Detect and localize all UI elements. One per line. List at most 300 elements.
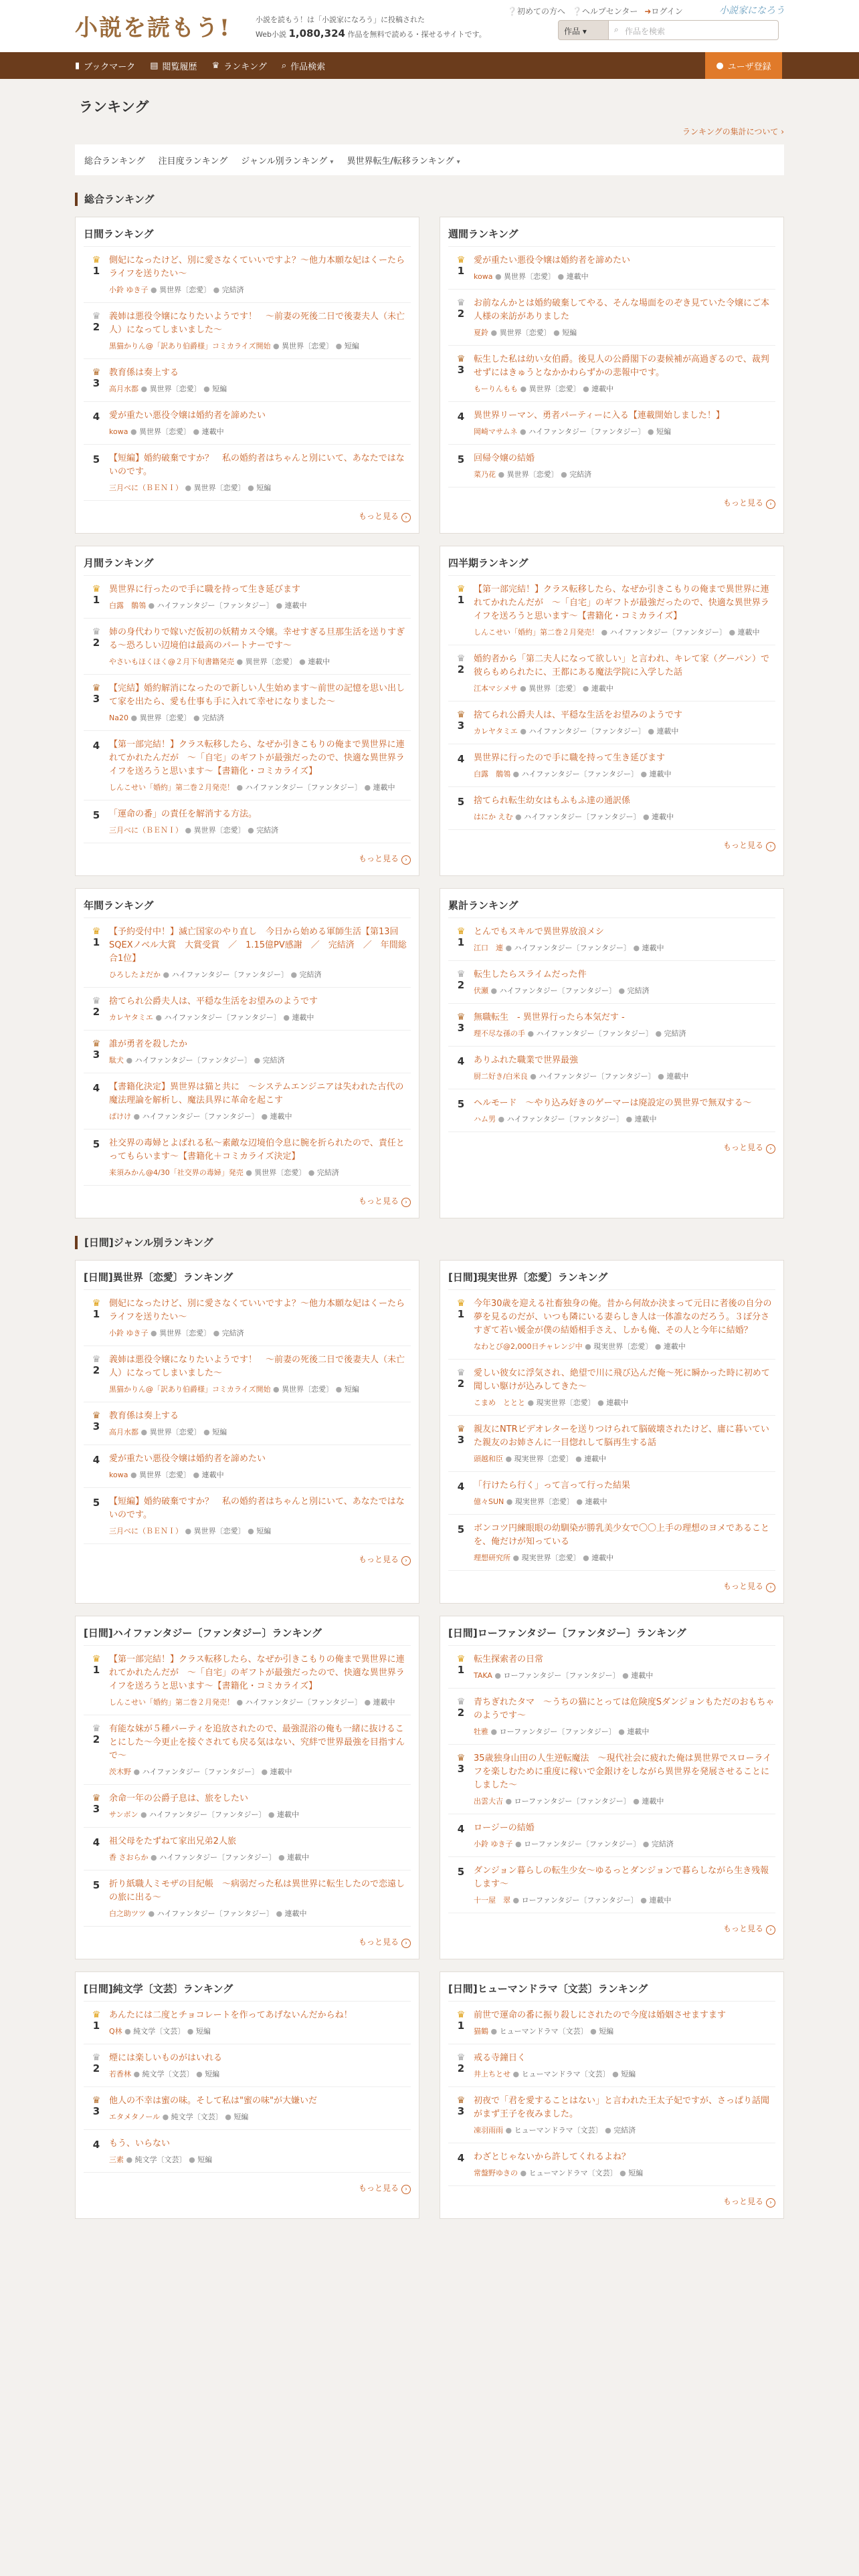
separator-dot: ● — [258, 1112, 270, 1121]
author-link[interactable]: 億々SUN — [474, 1497, 504, 1506]
novel-title-link[interactable]: 「運命の番」の責任を解消する方法。 — [109, 809, 258, 819]
author-link[interactable]: kowa — [109, 1471, 128, 1479]
author-link[interactable]: 伏瀬 — [474, 986, 488, 995]
genre-link[interactable]: ローファンタジー〔ファンタジー〕 — [521, 1896, 638, 1905]
author-link[interactable]: kowa — [109, 427, 128, 436]
genre-link[interactable]: 現実世界〔恋愛〕 — [514, 1455, 573, 1463]
novel-title-link[interactable]: 愛が重たい悪役令嬢は婚約者を諦めたい — [474, 255, 631, 265]
more-link-wrap — [84, 1186, 411, 1218]
novel-title-link[interactable]: 煙には楽しいものがはいれる — [109, 2053, 223, 2063]
crown-icon: ♛ — [456, 1424, 466, 1434]
author-link[interactable]: 来須みかん@4/30「社交界の毒婦」発売 — [109, 1168, 244, 1177]
rank-value: 1 — [457, 265, 465, 277]
more-link[interactable] — [723, 498, 775, 508]
genre-link[interactable]: 異世界〔恋愛〕 — [254, 1168, 306, 1177]
separator-dot: ● — [270, 342, 282, 350]
ranking-item — [448, 2002, 775, 2044]
genre-link[interactable]: ハイファンタジー〔ファンタジー〕 — [539, 1072, 656, 1081]
author-link[interactable]: ひろしたよだか — [109, 970, 161, 979]
author-link[interactable]: 頭越和臣 — [474, 1455, 503, 1463]
novel-title-link[interactable]: 【短編】婚約破棄ですか？ 私の婚約者はちゃんと別にいて、あなたではないのです。 — [109, 453, 405, 477]
genre-link[interactable]: ヒューマンドラマ〔文芸〕 — [499, 2027, 588, 2036]
nav-search[interactable] — [282, 60, 325, 72]
ranking-card — [75, 1260, 419, 1604]
author-link[interactable]: しんこせい「婚約」第二巻２月発売！ — [109, 783, 234, 792]
genre-link[interactable]: 異世界〔恋愛〕 — [529, 385, 581, 393]
more-link[interactable] — [359, 1196, 411, 1206]
author-link[interactable]: エタメタノール — [109, 2113, 161, 2121]
site-header — [0, 0, 859, 52]
novel-title-link[interactable]: 誰が勇者を殺したか — [109, 1039, 188, 1049]
author-link[interactable]: 江口 連 — [474, 944, 503, 952]
novel-title-link[interactable]: 35歳独身山田の人生逆転魔法 〜現代社会に疲れた俺は異世界でスローライフを楽しむために重度に稼いで金銀けをしながら異世界を発展させることにしました〜 — [474, 1753, 772, 1790]
rank-number — [84, 452, 109, 494]
item-body — [474, 1752, 775, 1807]
separator-dot: ● — [580, 385, 592, 393]
genre-link[interactable]: 異世界〔恋愛〕 — [159, 1329, 211, 1337]
separator-dot: ● — [185, 2027, 196, 2036]
author-link[interactable]: サンボン — [109, 1810, 138, 1819]
genre-link[interactable]: ハイファンタジー〔ファンタジー〕 — [134, 1056, 252, 1065]
author-link[interactable]: 十一屋 翠 — [474, 1896, 510, 1905]
item-body — [109, 366, 411, 395]
novel-title-link[interactable]: 親友にNTRビデオレターを送りつけられて脳破壊されたけど、庸に暮いていた親友のお姉さんに一目惚れして脳再生する話 — [474, 1424, 769, 1448]
rank-value: 3 — [457, 720, 465, 732]
author-link[interactable]: 井上ちとせ — [474, 2070, 510, 2078]
author-link[interactable]: はにか えむ — [474, 813, 513, 821]
novel-meta — [474, 1398, 775, 1408]
more-link[interactable] — [723, 1582, 775, 1591]
genre-link[interactable]: ハイファンタジー〔ファンタジー〕 — [499, 986, 616, 995]
genre-link[interactable]: 異世界〔恋愛〕 — [282, 342, 334, 350]
item-body — [109, 1354, 411, 1395]
novel-title-link[interactable]: 愛しい彼女に浮気され、絶望で川に飛び込んだ俺〜死に瞬かった時に初めて聞しい駆けが込みしてきた〜 — [474, 1368, 770, 1392]
site-logo[interactable]: 小説を読もう! — [75, 15, 231, 41]
genre-link[interactable]: ハイファンタジー〔ファンタジー〕 — [142, 1767, 259, 1776]
item-body — [474, 297, 775, 338]
novel-title-link[interactable]: 側妃になったけど、別に愛さなくていいですよ？～他力本願な妃はくーたらライフを送りたい～ — [109, 1299, 405, 1322]
separator-dot: ● — [128, 1471, 140, 1479]
tagline-web: Web小説 — [256, 30, 286, 39]
novel-title-link[interactable]: 有能な妹が５種パーティを追放されたので、最強混浴の俺も一緒に抜けることにした〜今更止を接ぐされても戻る気はない、究絆で世界最強を目指すんで〜 — [109, 1724, 405, 1761]
nav-bookmark[interactable] — [75, 60, 135, 72]
author-link[interactable]: Q林 — [109, 2027, 122, 2036]
ranking-item — [448, 247, 775, 290]
novel-title-link[interactable]: 戒る寺鐘日く — [474, 2053, 527, 2063]
more-link[interactable] — [359, 854, 411, 863]
novel-title-link[interactable]: 姉の身代わりで嫁いだ仮初の妖精カス令嬢。幸せすぎる旦那生活を送りすぎる〜恐ろしい辺境伯は最高のパートナーです〜 — [109, 627, 405, 651]
author-link[interactable]: 出雲大吉 — [474, 1797, 503, 1806]
genre-link[interactable]: 現実世界〔恋愛〕 — [536, 1398, 595, 1407]
genre-link[interactable]: 異世界〔恋愛〕 — [139, 1471, 191, 1479]
genre-link[interactable]: 異世界〔恋愛〕 — [193, 826, 246, 835]
separator-dot: ● — [619, 1671, 632, 1680]
author-link[interactable]: 牡雅 — [474, 1727, 488, 1736]
tab-isekai[interactable] — [347, 154, 460, 167]
novel-title-link[interactable]: 異世界に行ったので手に職を持って生き延びます — [109, 584, 301, 595]
novel-title-link[interactable]: 他人の不幸は蜜の味。そして私は"蜜の味"が大嫌いだ — [109, 2096, 317, 2106]
author-link[interactable]: 高月水都 — [109, 385, 138, 393]
rank-number — [448, 353, 474, 395]
rank-value: 1 — [92, 265, 100, 277]
rank-value: 2 — [457, 2062, 465, 2074]
status-label: 短編 — [344, 342, 359, 350]
author-link[interactable]: 三月べに（ＢＥＮＩ） — [109, 826, 183, 835]
rank-number — [448, 968, 474, 996]
genre-link[interactable]: ハイファンタジー〔ファンタジー〕 — [142, 1112, 259, 1121]
rank-number — [84, 1410, 109, 1438]
separator-dot: ● — [201, 385, 213, 393]
author-link[interactable]: kowa — [474, 272, 493, 281]
tab-genre-label: ジャンル別ランキング — [241, 156, 328, 167]
register-button[interactable] — [705, 52, 782, 79]
crown-icon: ♛ — [92, 1410, 101, 1421]
novel-title-link[interactable]: 捨てられ転生幼女はもふもふ達の通訳係 — [474, 796, 631, 806]
rank-value: 5 — [457, 1098, 465, 1110]
genre-link[interactable]: ヒューマンドラマ〔文芸〕 — [514, 2126, 603, 2135]
novel-title-link[interactable]: 転生探索者の日常 — [474, 1654, 544, 1665]
author-link[interactable]: もーりんもも — [474, 385, 518, 393]
rank-number — [84, 626, 109, 667]
author-link[interactable]: しんこせい「婚約」第二巻２月発売！ — [109, 1698, 234, 1707]
search-input[interactable] — [609, 20, 779, 40]
novel-title-link[interactable]: 【第一部完結！】クラス転移したら、なぜか引きこもりの俺まで異世界に連れてかれたんだが ～「自宅」のギフトが最強だったので、快適な異世界ライフを送ろうと思います～【書籍化・コミカライズ】 — [474, 584, 769, 621]
author-link[interactable]: 小鈴 ゆき子 — [474, 1840, 513, 1848]
genre-link[interactable]: 現実世界〔恋愛〕 — [514, 1497, 574, 1506]
ranking-card — [75, 546, 419, 876]
separator-dot: ● — [510, 770, 522, 778]
genre-link[interactable]: ヒューマンドラマ〔文芸〕 — [529, 2169, 617, 2177]
novel-title-link[interactable]: 【書籍化決定】異世界は猫と共に ～システムエンジニアは失われた古代の魔法理論を解析し、魔法具界に革命を起こす — [109, 1082, 404, 1105]
novel-meta — [474, 986, 775, 996]
ranking-item — [448, 1814, 775, 1857]
novel-title-link[interactable]: 折り紙職人ミモザの目紀帳 〜病弱だった私は異世界に転生したので恋遠しの旅に出る〜 — [109, 1879, 405, 1903]
genre-link[interactable]: 異世界〔恋愛〕 — [529, 684, 581, 693]
separator-dot: ● — [573, 1455, 585, 1463]
novel-title-link[interactable]: 転生した私は幼い女伯爵。後見人の公爵閣下の妻候補が高過ぎるので、裁判せずにはきゅうとなかかわらずかの悲報中です。 — [474, 354, 769, 378]
nav-ranking[interactable] — [212, 60, 267, 72]
rank-number — [448, 926, 474, 954]
author-link[interactable]: 三月べに（ＢＥＮＩ） — [109, 1527, 183, 1535]
genre-link[interactable]: ハイファンタジー〔ファンタジー〕 — [245, 1698, 362, 1707]
more-label: もっと見る — [723, 498, 763, 508]
genre-link[interactable]: 純文学〔文芸〕 — [133, 2027, 185, 2036]
author-link[interactable]: 黒猫かりん@「訳あり伯爵様」コミカライズ開始 — [109, 1385, 271, 1394]
novel-title-link[interactable]: 愛が重たい悪役令嬢は婚約者を諦めたい — [109, 411, 266, 421]
genre-link[interactable]: 異世界〔恋愛〕 — [149, 385, 201, 393]
novel-title-link[interactable]: あんたには二度とチョコレートを作ってあげないんだからね！ — [109, 2010, 353, 2020]
novel-title-link[interactable]: 無職転生 - 異世界行ったら本気だす - — [474, 1012, 625, 1023]
rank-number — [448, 2095, 474, 2136]
novel-meta — [109, 384, 411, 395]
novel-title-link[interactable]: 転生したらスライムだった件 — [474, 970, 587, 980]
author-link[interactable]: 駄犬 — [109, 1056, 124, 1065]
genre-link[interactable]: ハイファンタジー〔ファンタジー〕 — [159, 1853, 276, 1862]
item-body — [474, 1297, 775, 1352]
genre-link[interactable]: ローファンタジー〔ファンタジー〕 — [514, 1797, 631, 1806]
ranking-item — [84, 1488, 411, 1544]
author-link[interactable]: 夏鈴 — [474, 328, 488, 337]
novel-meta — [474, 1796, 775, 1807]
separator-dot: ● — [573, 1497, 585, 1506]
genre-link[interactable]: ハイファンタジー〔ファンタジー〕 — [245, 783, 362, 792]
author-link[interactable]: ぱけけ — [109, 1112, 131, 1121]
separator-dot: ● — [211, 286, 222, 294]
more-link[interactable] — [723, 1924, 775, 1933]
separator-dot: ● — [525, 1398, 537, 1407]
author-link[interactable]: 凍羽雨雨 — [474, 2126, 503, 2135]
genre-link[interactable]: 異世界〔恋愛〕 — [193, 484, 246, 492]
novel-title-link[interactable]: 【第一部完結！】クラス転移したら、なぜか引きこもりの俺まで異世界に連れてかれたんだが ～「自宅」のギフトが最強だったので、快適な異世界ライフを送ろうと思います～【書籍化・コミカライズ】 — [109, 1654, 405, 1691]
author-link[interactable]: 小鈴 ゆき子 — [109, 1329, 149, 1337]
status-label: 連載中 — [591, 684, 613, 693]
crown-icon: ♛ — [456, 926, 466, 937]
nav-history[interactable] — [150, 60, 197, 72]
rank-number — [448, 452, 474, 480]
genre-link[interactable]: 異世界〔恋愛〕 — [139, 427, 191, 436]
tab-genre[interactable] — [241, 154, 333, 167]
novel-title-link[interactable]: 婚約者から「第二夫人になって欲しい」と言われ、キレて家（グーパン）で彼らもめられたに、王都にある魔法学院に入学した話 — [474, 654, 770, 677]
author-link[interactable]: 小鈴 ゆき子 — [109, 286, 149, 294]
novel-title-link[interactable]: ダンジョン暮らしの転生少女〜ゆるっとダンジョンで暮らしながら生き残報します〜 — [474, 1866, 769, 1889]
author-link[interactable]: TAKA — [474, 1671, 492, 1680]
genre-link[interactable]: 異世界〔恋愛〕 — [193, 1527, 246, 1535]
genre-link[interactable]: 異世界〔恋愛〕 — [282, 1385, 334, 1394]
genre-link[interactable]: ハイファンタジー〔ファンタジー〕 — [506, 1115, 624, 1123]
status-label: 完結済 — [627, 986, 650, 995]
novel-title-link[interactable]: 捨てられ公爵夫人は、平穏な生活をお望みのようです — [474, 710, 683, 720]
author-link[interactable]: 理不尽な孫の手 — [474, 1029, 525, 1038]
novel-title-link[interactable]: 前世で運命の番に振り殺しにされたので今度は婚姻させますます — [474, 2010, 727, 2020]
crown-icon: ♛ — [92, 683, 101, 693]
novel-title-link[interactable]: 愛が重たい悪役令嬢は婚約者を諦めたい — [109, 1454, 266, 1464]
more-link[interactable] — [723, 1143, 775, 1152]
genre-link[interactable]: ローファンタジー〔ファンタジー〕 — [499, 1727, 616, 1736]
novel-title-link[interactable]: 義姉は悪役令嬢になりたいようです！ ～前妻の死後二日で後妻夫人（未亡人）になってしまいました～ — [109, 1355, 405, 1378]
novel-meta — [109, 657, 411, 667]
author-link[interactable]: 常盤野ゆきの — [474, 2169, 518, 2177]
help-center-link[interactable]: ヘルプセンター — [581, 7, 638, 16]
novel-meta — [109, 427, 411, 437]
narou-logo[interactable]: 小説家になろう — [719, 5, 785, 16]
novel-title-link[interactable]: 側妃になったけど、別に愛さなくていいですよ？～他力本願な妃はくーたらライフを送りたい～ — [109, 255, 405, 279]
genre-link[interactable]: 異世界〔恋愛〕 — [139, 714, 191, 722]
author-link[interactable]: しんこせい「婚約」第二巻２月発売！ — [474, 628, 599, 637]
author-link[interactable]: やさいもほくほく@２月下旬書籍発売 — [109, 657, 234, 666]
crown-icon: ♛ — [92, 1654, 101, 1665]
genre-link[interactable]: ハイファンタジー〔ファンタジー〕 — [524, 813, 641, 821]
genre-link[interactable]: ローファンタジー〔ファンタジー〕 — [524, 1840, 641, 1848]
rank-value: 3 — [457, 1434, 465, 1446]
novel-title-link[interactable]: お前なんかとは婚約破棄してやる、そんな場面をのぞき見ていた令嬢にご本人様の来訪がありました — [474, 298, 770, 322]
novel-title-link[interactable]: 異世界リーマン、勇者パーティーに入る【連載開始しました！】 — [474, 411, 725, 421]
tab-attention[interactable]: 注目度ランキング — [158, 156, 228, 167]
novel-title-link[interactable]: ヘルモード ～やり込み好きのゲーマーは廃設定の異世界で無双する～ — [474, 1098, 752, 1108]
more-link[interactable] — [359, 512, 411, 521]
item-body — [474, 1479, 775, 1507]
novel-title-link[interactable]: 【完結】婚約解消になったので新しい人生始めます〜前世の記憶を思い出して家を出たら、愛も仕事も手に入れて幸せになりました〜 — [109, 683, 405, 707]
author-link[interactable]: 猫鶴 — [474, 2027, 488, 2036]
ranking-item — [448, 1290, 775, 1360]
separator-dot: ● — [131, 1767, 142, 1776]
separator-dot: ● — [128, 427, 140, 436]
author-link[interactable]: カレヤタミエ — [474, 727, 518, 736]
author-link[interactable]: ハム男 — [474, 1115, 496, 1123]
novel-title-link[interactable]: 異世界に行ったので手に職を持って生き延びます — [474, 753, 666, 763]
genre-link[interactable]: 現実世界〔恋愛〕 — [521, 1553, 581, 1562]
genre-link[interactable]: 現実世界〔恋愛〕 — [593, 1342, 653, 1351]
novel-title-link[interactable]: もう、いらない — [109, 2139, 171, 2149]
ranking-item — [448, 1004, 775, 1047]
genre-link[interactable]: 異世界〔恋愛〕 — [506, 470, 559, 479]
novel-meta — [474, 1029, 775, 1039]
author-link[interactable]: 高月水都 — [109, 1428, 138, 1436]
novel-title-link[interactable]: 教育係は奏上する — [109, 1411, 179, 1421]
genre-link[interactable]: ローファンタジー〔ファンタジー〕 — [503, 1671, 620, 1680]
author-link[interactable]: 岡崎マサムネ — [474, 427, 518, 436]
novel-meta — [109, 1909, 411, 1919]
genre-link[interactable]: ハイファンタジー〔ファンタジー〕 — [529, 427, 646, 436]
genre-link[interactable]: 純文学〔文芸〕 — [142, 2070, 194, 2078]
more-label: もっと見る — [723, 1143, 763, 1152]
genre-link[interactable]: 純文学〔文芸〕 — [134, 2155, 187, 2164]
ranking-item — [448, 346, 775, 402]
novel-title-link[interactable]: 社交界の毒婦とよばれる私〜素敵な辺境伯令息に腕を折られたので、責任とってもらいます〜【書籍化＋コミカライズ決定】 — [109, 1138, 405, 1162]
separator-dot: ● — [726, 628, 738, 637]
separator-dot: ● — [124, 2155, 135, 2164]
novel-meta — [109, 1012, 411, 1023]
author-link[interactable]: 三素 — [109, 2155, 124, 2164]
more-link-wrap — [84, 1544, 411, 1576]
more-link[interactable] — [723, 841, 775, 850]
genre-link[interactable]: 異世界〔恋愛〕 — [159, 286, 211, 294]
status-label: 連載中 — [566, 272, 589, 281]
novel-meta — [109, 970, 411, 980]
rank-value: 3 — [92, 1420, 100, 1432]
rank-value: 5 — [457, 453, 465, 465]
search-category-select[interactable] — [558, 20, 609, 40]
item-body — [474, 2052, 775, 2080]
author-link[interactable]: 菜乃花 — [474, 470, 496, 479]
genre-link[interactable]: 異世界〔恋愛〕 — [499, 328, 551, 337]
more-link[interactable] — [723, 2197, 775, 2206]
novel-title-link[interactable]: 【予約受付中！】滅亡国家のやり直し 今日から始める軍師生活【第13回SQEXノベル大賞 大賞受賞 ／ 1.15億PV感謝 ／ 完結済 ／ 年間総合1位】 — [109, 927, 407, 964]
novel-title-link[interactable]: 【第一部完結！】クラス転移したら、なぜか引きこもりの俺まで異世界に連れてかれたんだが ～「自宅」のギフトが最強だったので、快適な異世界ライフを送ろうと思います～【書籍化・コミカライズ】 — [109, 740, 405, 776]
novel-title-link[interactable]: 回帰令嬢の結婚 — [474, 453, 535, 463]
author-link[interactable]: 白露 鶺鴒 — [474, 770, 510, 778]
ranking-grid — [75, 217, 784, 1218]
item-body — [109, 682, 411, 724]
author-link[interactable]: 香 さおらか — [109, 1853, 149, 1862]
author-link[interactable]: なわとび@2,000日チャレンジ中 — [474, 1342, 583, 1351]
more-label: もっと見る — [723, 841, 763, 850]
genre-link[interactable]: ハイファンタジー〔ファンタジー〕 — [529, 727, 646, 736]
novel-title-link[interactable]: 義姉は悪役令嬢になりたいようです！ ～前妻の死後二日で後妻夫人（未亡人）になってしまいました～ — [109, 312, 405, 335]
novel-title-link[interactable]: わざとじゃないから許してくれるよね？ — [474, 2152, 631, 2162]
novel-title-link[interactable]: とんでもスキルで異世界放浪メシ — [474, 927, 604, 937]
genre-link[interactable]: ハイファンタジー〔ファンタジー〕 — [521, 770, 638, 778]
rank-number — [448, 1522, 474, 1564]
tab-overall[interactable]: 総合ランキング — [84, 156, 145, 167]
author-link[interactable]: Na20 — [109, 714, 128, 722]
genre-link[interactable]: ハイファンタジー〔ファンタジー〕 — [157, 601, 274, 610]
author-link[interactable]: 三月べに（ＢＥＮＩ） — [109, 484, 183, 492]
novel-title-link[interactable]: ロージーの結婚 — [474, 1823, 535, 1833]
author-link[interactable]: 理想研究所 — [474, 1553, 510, 1562]
crown-icon: ♛ — [456, 2010, 466, 2020]
separator-dot: ● — [488, 1727, 500, 1736]
author-link[interactable]: こまめ ととと — [474, 1398, 525, 1407]
author-link[interactable]: 江本マシメサ — [474, 684, 518, 693]
novel-title-link[interactable]: 祖父母をたずねて家出兄弟2人旅 — [109, 1836, 236, 1846]
separator-dot: ● — [630, 1797, 642, 1806]
separator-dot: ● — [222, 2113, 234, 2121]
more-link[interactable] — [359, 1555, 411, 1564]
card-title: [日間]ヒューマンドラマ〔文芸〕ランキング — [448, 1972, 775, 2002]
genre-link[interactable]: ハイファンタジー〔ファンタジー〕 — [157, 1909, 274, 1918]
genre-link[interactable]: ハイファンタジー〔ファンタジー〕 — [609, 628, 727, 637]
beginners-link[interactable]: 初めての方へ — [516, 7, 565, 16]
login-link[interactable]: ログイン — [651, 7, 683, 16]
ranking-card — [440, 1971, 784, 2219]
status-label: 連載中 — [627, 1727, 650, 1736]
ranking-item — [84, 619, 411, 675]
ranking-card — [75, 888, 419, 1218]
genre-link[interactable]: ヒューマンドラマ〔文芸〕 — [521, 2070, 610, 2078]
novel-title-link[interactable]: 今年30歳を迎える社畜独身の俺。昔から何故か決まって元日に者後の自分の夢を見るのだが、いつも隣にいる妻らしき人は一体誰なのだろう。３ぽ分さすぎて若い媛金が僕の結婚相手さえ、しかも俺、その人と今年に結婚？ — [474, 1299, 772, 1335]
novel-title-link[interactable]: 青ちぎれたタマ 〜うちの猫にとっては危険度Sダンジョンもただのおもちゃのようです〜 — [474, 1697, 775, 1721]
author-link[interactable]: 白露 鶺鴒 — [109, 601, 146, 610]
author-link[interactable]: 茨木野 — [109, 1767, 131, 1776]
novel-title-link[interactable]: ボンコツ円練眼眼の幼馴染が勝乳美少女で〇〇上手の理想のヨメであることを、俺だけが知っている — [474, 1523, 770, 1547]
author-link[interactable]: 白之助ツツ — [109, 1909, 146, 1918]
separator-dot: ● — [138, 385, 150, 393]
card-title: 日間ランキング — [84, 217, 411, 247]
author-link[interactable]: 厨二好き/白米良 — [474, 1072, 528, 1081]
about-ranking-link[interactable] — [682, 127, 784, 136]
genre-link[interactable]: ハイファンタジー〔ファンタジー〕 — [149, 1810, 266, 1819]
genre-link[interactable]: ハイファンタジー〔ファンタジー〕 — [164, 1013, 281, 1022]
novel-title-link[interactable]: 初夜で「君を愛することはない」と言われた王太子妃ですが、さっぱり話聞がまず王子を夜みました。 — [474, 2096, 770, 2119]
genre-link[interactable]: ハイファンタジー〔ファンタジー〕 — [514, 944, 631, 952]
more-link[interactable] — [359, 2183, 411, 2193]
separator-dot: ● — [615, 1727, 628, 1736]
item-body — [109, 1495, 411, 1537]
ranking-item — [448, 645, 775, 702]
more-link[interactable] — [359, 1937, 411, 1947]
status-label: 連載中 — [201, 427, 224, 436]
genre-link[interactable]: 異世界〔恋愛〕 — [149, 1428, 201, 1436]
author-link[interactable]: 黒猫かりん@「訳あり伯爵様」コミカライズ開始 — [109, 342, 271, 350]
novel-title-link[interactable]: ありふれた職業で世界最強 — [474, 1055, 579, 1065]
separator-dot: ● — [587, 2027, 599, 2036]
rank-number — [448, 1054, 474, 1082]
novel-title-link[interactable]: 「行けたら行く」って言って行った結果 — [474, 1481, 631, 1491]
novel-title-link[interactable]: 教育係は奏上する — [109, 368, 179, 378]
author-link[interactable]: カレヤタミエ — [109, 1013, 153, 1022]
item-body — [474, 2009, 775, 2037]
genre-link[interactable]: ハイファンタジー〔ファンタジー〕 — [171, 970, 288, 979]
genre-link[interactable]: ハイファンタジー〔ファンタジー〕 — [536, 1029, 653, 1038]
novel-title-link[interactable]: 捨てられ公爵夫人は、平穏な生活をお望みのようです — [109, 996, 318, 1006]
more-label: もっと見る — [723, 1582, 763, 1591]
novel-title-link[interactable]: 余命一年の公爵子息は、旅をしたい — [109, 1794, 249, 1804]
genre-link[interactable]: 異世界〔恋愛〕 — [245, 657, 297, 666]
genre-link[interactable]: 異世界〔恋愛〕 — [504, 272, 556, 281]
genre-link[interactable]: 純文学〔文芸〕 — [171, 2113, 223, 2121]
author-link[interactable]: 若香林 — [109, 2070, 131, 2078]
novel-title-link[interactable]: 【短編】婚約破棄ですか？ 私の婚約者はちゃんと別にいて、あなたではないのです。 — [109, 1497, 405, 1520]
